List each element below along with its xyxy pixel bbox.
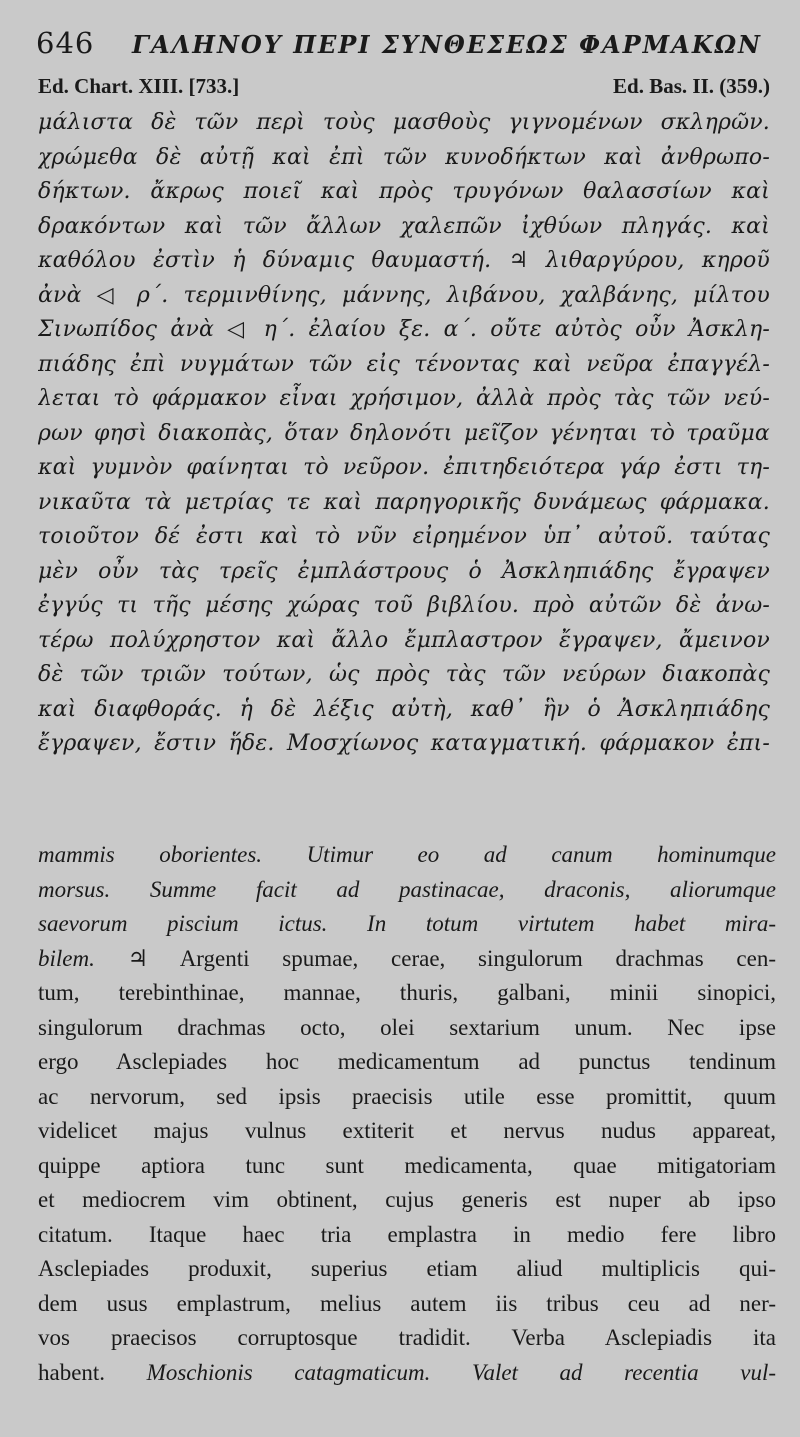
greek-line: ἐγγύς τι τῆς μέσης χώρας τοῦ βιβλίου. πρὸ αὐτῶν δὲ ἀνω- [38, 593, 770, 618]
greek-line: νικαῦτα τὰ μετρίας τε καὶ παρηγορικῆς δυνάμεως φάρμακα. [38, 489, 770, 515]
latin-line [38, 1045, 776, 1080]
latin-line-segment: ergo Asclepiades hoc medicamentum ad punctus tendinum [38, 1049, 776, 1074]
latin-line-segment: et mediocrem vim obtinent, cujus generis est nuper ab ipso [38, 1187, 776, 1212]
latin-line-segment: morsus. Summe facit ad pastinacae, draconis, aliorumque [38, 876, 776, 902]
greek-line: δήκτων. ἄκρως ποιεῖ καὶ πρὸς τρυγόνων θαλασσίων καὶ [38, 179, 770, 204]
latin-line [38, 1114, 776, 1149]
latin-line-segment: Asclepiades produxit, superius etiam aliud multiplicis qui- [38, 1256, 776, 1281]
latin-line [38, 907, 776, 942]
latin-line [38, 976, 776, 1011]
greek-line: καθόλου ἐστὶν ἡ δύναμις θαυμαστή. ♃ λιθαργύρου, κηροῦ [38, 248, 770, 273]
latin-line-segment: vos praecisos corruptosque tradidit. Verba Asclepiadis ita [38, 1325, 776, 1350]
latin-line [38, 1149, 776, 1184]
greek-line: ρων φησὶ διακοπὰς, ὅταν δηλονότι μεῖζον γένηται τὸ τραῦμα [38, 420, 770, 446]
latin-line-segment: tum, terebinthinae, mannae, thuris, galbani, minii sinopici, [38, 980, 776, 1005]
latin-line-segment: quippe aptiora tunc sunt medicamenta, quae mitigatoriam [38, 1152, 776, 1178]
greek-line: καὶ γυμνὸν φαίνηται τὸ νεῦρον. ἐπιτηδειότερα γάρ ἐστι τη- [38, 455, 770, 480]
latin-line [38, 1356, 776, 1391]
greek-line: λεται τὸ φάρμακον εἶναι χρήσιμον, ἀλλὰ πρὸς τὰς τῶν νεύ- [38, 386, 770, 411]
latin-line-segment: videlicet majus vulnus extiterit et nervus nudus appareat, [38, 1118, 776, 1143]
latin-line-segment: citatum. Itaque haec tria emplastra in medio fere libro [38, 1221, 776, 1247]
greek-line: τοιοῦτον δέ ἐστι καὶ τὸ νῦν εἰρημένον ὑπ᾽ αὐτοῦ. ταύτας [38, 524, 770, 549]
latin-line [38, 1287, 776, 1322]
column-divider-space [0, 778, 800, 838]
greek-line: δὲ τῶν τριῶν τούτων, ὡς πρὸς τὰς τῶν νεύρων διακοπὰς [38, 662, 770, 687]
latin-line [38, 1321, 776, 1356]
greek-line: καὶ διαφθοράς. ἡ δὲ λέξις αὐτὴ, καθ᾽ ἣν ὁ Ἀσκληπιάδης [38, 696, 770, 722]
page-number: 646 [36, 26, 95, 60]
latin-line [38, 873, 776, 908]
latin-line-segment: ac nervorum, sed ipsis praecisis utile esse promittit, quum [38, 1083, 776, 1109]
page-header [36, 24, 770, 64]
latin-line-segment: habent. [38, 1359, 147, 1385]
latin-text-block [38, 838, 776, 1390]
latin-line-segment: ♃ Argenti spumae, cerae, singulorum drachmas cen- [94, 945, 776, 971]
edition-basel: Ed. Bas. II. (359.) [613, 74, 770, 98]
greek-line: πιάδης ἐπὶ νυγμάτων τῶν εἰς τένοντας καὶ νεῦρα ἐπαγγέλ- [38, 351, 770, 377]
latin-line-segment: dem usus emplastrum, melius autem iis tribus ceu ad ner- [38, 1290, 776, 1316]
latin-line-segment: mammis oborientes. Utimur eo ad canum hominumque [38, 842, 776, 867]
greek-line: χρώμεθα δὲ αὐτῇ καὶ ἐπὶ τῶν κυνοδήκτων καὶ ἀνθρωπο- [38, 144, 770, 170]
latin-line [38, 1011, 776, 1046]
latin-line [38, 1252, 776, 1287]
edition-chartier: Ed. Chart. XIII. [733.] [38, 74, 240, 98]
greek-line: ἔγραψεν, ἔστιν ἥδε. Μοσχίωνος καταγματική. φάρμακον ἐπι- [38, 731, 770, 756]
greek-line: δρακόντων καὶ τῶν ἄλλων χαλεπῶν ἰχθύων πληγάς. καὶ [38, 213, 770, 239]
greek-line: μάλιστα δὲ τῶν περὶ τοὺς μασθοὺς γιγνομένων σκληρῶν. [38, 110, 770, 135]
latin-line [38, 942, 776, 977]
greek-text-block [38, 106, 770, 762]
latin-line-segment: saevorum piscium ictus. In totum virtutem habet mira- [38, 911, 776, 936]
latin-line-segment: singulorum drachmas octo, olei sextarium unum. Nec ipse [38, 1014, 776, 1040]
greek-line: μὲν οὖν τὰς τρεῖς ἐμπλάστρους ὁ Ἀσκληπιάδης ἔγραψεν [38, 558, 770, 584]
running-title: ΓΑΛΗΝΟΥ ΠΕΡΙ ΣΥΝΘΕΣΕΩΣ ΦΑΡΜΑΚΩΝ [132, 30, 762, 59]
latin-line [38, 1080, 776, 1115]
latin-line [38, 838, 776, 873]
latin-line [38, 1183, 776, 1218]
latin-line-segment: Moschionis catagmaticum. Valet ad recentia vul- [146, 1359, 776, 1385]
latin-line [38, 1218, 776, 1253]
greek-line: τέρω πολύχρηστον καὶ ἄλλο ἔμπλαστρον ἔγραψεν, ἄμεινον [38, 627, 770, 653]
latin-line-segment: bilem. [38, 945, 95, 971]
greek-line: ἀνὰ ◁ ρ΄. τερμινθίνης, μάννης, λιβάνου, χαλβάνης, μίλτου [38, 282, 770, 308]
greek-line: Σινωπίδος ἀνὰ ◁ η΄. ἐλαίου ξε. α΄. οὔτε αὐτὸς οὖν Ἀσκλη- [38, 317, 770, 342]
